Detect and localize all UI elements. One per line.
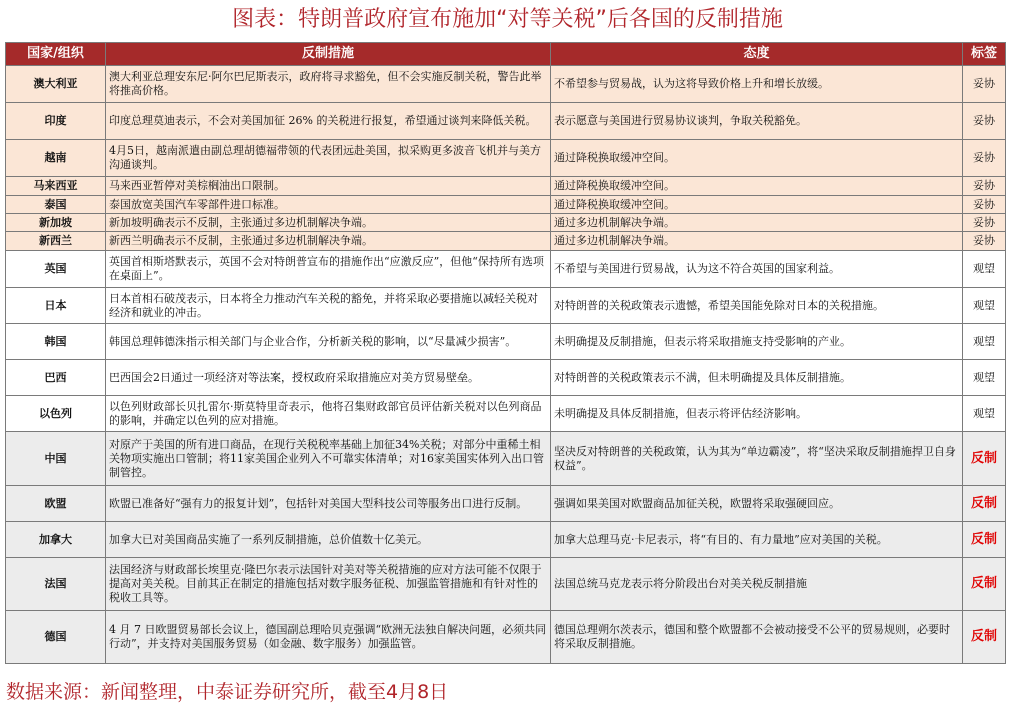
attitude-cell: 对特朗普的关税政策表示遗憾，希望美国能免除对日本的关税措施。: [551, 288, 963, 324]
attitude-cell: 表示愿意与美国进行贸易协议谈判，争取关税豁免。: [551, 103, 963, 140]
measures-cell: 马来西亚暂停对美棕榈油出口限制。: [106, 177, 551, 196]
tag-cell: 观望: [963, 396, 1006, 432]
measures-cell: 新西兰明确表示不反制，主张通过多边机制解决争端。: [106, 232, 551, 251]
country-cell: 欧盟: [6, 486, 106, 522]
attitude-cell: 通过降税换取缓冲空间。: [551, 177, 963, 196]
tag-cell: 妥协: [963, 103, 1006, 140]
table-row: [6, 288, 1006, 324]
attitude-cell: 对特朗普的关税政策表示不满，但未明确提及具体反制措施。: [551, 360, 963, 396]
country-cell: 印度: [6, 103, 106, 140]
header-country: 国家/组织: [6, 43, 106, 66]
measures-cell: 欧盟已准备好“强有力的报复计划”，包括针对美国大型科技公司等服务出口进行反制。: [106, 486, 551, 522]
attitude-cell: 坚决反对特朗普的关税政策，认为其为“单边霸凌”，将“坚决采取反制措施捍卫自身权益”。: [551, 432, 963, 486]
table-row: [6, 324, 1006, 360]
attitude-cell: 不希望与美国进行贸易战，认为这不符合英国的国家利益。: [551, 251, 963, 288]
tag-cell: 反制: [963, 522, 1006, 558]
table-row: [6, 522, 1006, 558]
tag-cell: 反制: [963, 558, 1006, 611]
country-cell: 日本: [6, 288, 106, 324]
measures-cell: 4 月 7 日欧盟贸易部长会议上，德国副总理哈贝克强调“欧洲无法独自解决问题，必须共同行动”，并支持对美国服务贸易（如金融、数字服务）加强监管。: [106, 611, 551, 664]
attitude-cell: 不希望参与贸易战，认为这将导致价格上升和增长放缓。: [551, 66, 963, 103]
attitude-cell: 法国总统马克龙表示将分阶段出台对美关税反制措施: [551, 558, 963, 611]
tag-cell: 妥协: [963, 196, 1006, 214]
country-cell: 中国: [6, 432, 106, 486]
country-cell: 巴西: [6, 360, 106, 396]
chart-title: 图表：特朗普政府宣布施加“对等关税”后各国的反制措施: [232, 7, 783, 32]
attitude-cell: 未明确提及反制措施，但表示将采取措施支持受影响的产业。: [551, 324, 963, 360]
measures-cell: 巴西国会2日通过一项经济对等法案，授权政府采取措施应对美方贸易壁垒。: [106, 360, 551, 396]
country-cell: 新加坡: [6, 214, 106, 232]
table-row: [6, 66, 1006, 103]
country-cell: 英国: [6, 251, 106, 288]
attitude-cell: 通过多边机制解决争端。: [551, 232, 963, 251]
attitude-cell: 未明确提及具体反制措施，但表示将评估经济影响。: [551, 396, 963, 432]
tag-cell: 反制: [963, 611, 1006, 664]
measures-cell: 对原产于美国的所有进口商品，在现行关税税率基础上加征34%关税；对部分中重稀土相关物项实施出口管制；将11家美国企业列入不可靠实体清单；对16家美国实体列入出口管制管控。: [106, 432, 551, 486]
measures-table: [5, 42, 1006, 664]
table-row: [6, 140, 1006, 177]
table-row: [6, 360, 1006, 396]
country-cell: 泰国: [6, 196, 106, 214]
table-row: [6, 396, 1006, 432]
table-header-row: [6, 43, 1006, 66]
header-tag: 标签: [963, 43, 1006, 66]
table-row: [6, 558, 1006, 611]
country-cell: 韩国: [6, 324, 106, 360]
tag-cell: 观望: [963, 324, 1006, 360]
country-cell: 加拿大: [6, 522, 106, 558]
tag-cell: 妥协: [963, 66, 1006, 103]
tag-cell: 妥协: [963, 214, 1006, 232]
country-cell: 马来西亚: [6, 177, 106, 196]
table-row: [6, 177, 1006, 196]
tag-cell: 观望: [963, 251, 1006, 288]
table-row: [6, 611, 1006, 664]
table-row: [6, 432, 1006, 486]
measures-cell: 印度总理莫迪表示，不会对美国加征 26% 的关税进行报复，希望通过谈判来降低关税。: [106, 103, 551, 140]
header-measures: 反制措施: [106, 43, 551, 66]
table-row: [6, 486, 1006, 522]
tag-cell: 反制: [963, 432, 1006, 486]
measures-cell: 韩国总理韩德洙指示相关部门与企业合作，分析新关税的影响，以“尽量减少损害”。: [106, 324, 551, 360]
measures-cell: 以色列财政部长贝扎雷尔·斯莫特里奇表示，他将召集财政部官员评估新关税对以色列商品的影响，并确定以色列的应对措施。: [106, 396, 551, 432]
header-attitude: 态度: [551, 43, 963, 66]
table-row: [6, 214, 1006, 232]
tag-cell: 妥协: [963, 177, 1006, 196]
measures-cell: 法国经济与财政部长埃里克·隆巴尔表示法国针对美对等关税措施的应对方法可能不仅限于提高对美关税。目前其正在制定的措施包括对数字服务征税、加强监管措施和有针对性的税收工具等。: [106, 558, 551, 611]
table-row: [6, 251, 1006, 288]
tag-cell: 反制: [963, 486, 1006, 522]
country-cell: 以色列: [6, 396, 106, 432]
country-cell: 德国: [6, 611, 106, 664]
measures-cell: 泰国放宽美国汽车零部件进口标准。: [106, 196, 551, 214]
attitude-cell: 通过降税换取缓冲空间。: [551, 140, 963, 177]
table-row: [6, 232, 1006, 251]
source-note: 数据来源：新闻整理，中泰证券研究所，截至4月8日: [6, 681, 449, 703]
attitude-cell: 通过多边机制解决争端。: [551, 214, 963, 232]
measures-cell: 英国首相斯塔默表示，英国不会对特朗普宣布的措施作出“应激反应”，但他“保持所有选项在桌面上”。: [106, 251, 551, 288]
attitude-cell: 通过降税换取缓冲空间。: [551, 196, 963, 214]
tag-cell: 观望: [963, 360, 1006, 396]
measures-cell: 4月5日，越南派遣由副总理胡德福带领的代表团远赴美国，拟采购更多波音飞机并与美方沟通谈判。: [106, 140, 551, 177]
measures-cell: 加拿大已对美国商品实施了一系列反制措施，总价值数十亿美元。: [106, 522, 551, 558]
tag-cell: 观望: [963, 288, 1006, 324]
country-cell: 法国: [6, 558, 106, 611]
measures-cell: 新加坡明确表示不反制，主张通过多边机制解决争端。: [106, 214, 551, 232]
tag-cell: 妥协: [963, 140, 1006, 177]
country-cell: 澳大利亚: [6, 66, 106, 103]
table-row: [6, 196, 1006, 214]
country-cell: 越南: [6, 140, 106, 177]
table-row: [6, 103, 1006, 140]
measures-cell: 日本首相石破茂表示，日本将全力推动汽车关税的豁免，并将采取必要措施以减轻关税对经济和就业的冲击。: [106, 288, 551, 324]
tag-cell: 妥协: [963, 232, 1006, 251]
attitude-cell: 加拿大总理马克·卡尼表示，将“有目的、有力量地”应对美国的关税。: [551, 522, 963, 558]
attitude-cell: 德国总理朔尔茨表示，德国和整个欧盟都不会被动接受不公平的贸易规则，必要时将采取反制措施。: [551, 611, 963, 664]
attitude-cell: 强调如果美国对欧盟商品加征关税，欧盟将采取强硬回应。: [551, 486, 963, 522]
country-cell: 新西兰: [6, 232, 106, 251]
measures-cell: 澳大利亚总理安东尼·阿尔巴尼斯表示，政府将寻求豁免，但不会实施反制关税，警告此举将推高价格。: [106, 66, 551, 103]
